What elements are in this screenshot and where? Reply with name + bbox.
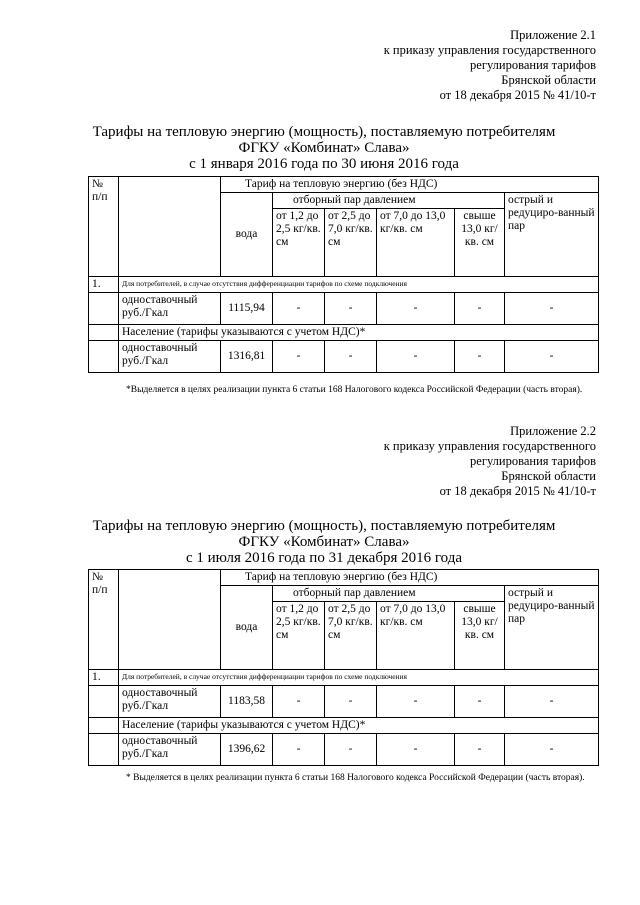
dash-cell: -	[273, 686, 325, 718]
header-row-1	[89, 570, 599, 586]
document-title	[90, 124, 558, 172]
appendix-header	[384, 28, 596, 103]
dash-cell: -	[377, 686, 455, 718]
appendix-authority: регулирования тарифов	[470, 454, 596, 468]
tariff-row-2	[89, 734, 599, 766]
unit-label: одноставочный руб./Гкал	[119, 293, 221, 325]
appendix-header	[384, 424, 596, 499]
row-number: 1.	[89, 277, 119, 293]
dash-cell: -	[505, 341, 599, 373]
title-line-1: Тарифы на тепловую энергию (мощность), поставляемую потребителям	[92, 124, 556, 140]
col-blank-header	[119, 177, 221, 277]
steam-range-2: от 2,5 до 7,0 кг/кв. см	[325, 209, 377, 277]
title-line-2: ФГКУ «Комбинат» Слава»	[238, 140, 410, 156]
sharp-steam-header: острый и редуциро-ванный пар	[505, 193, 599, 277]
consumers-row	[89, 670, 599, 686]
steam-header: отборный пар давлением	[273, 586, 505, 602]
document-title	[90, 518, 558, 566]
population-label: Население (тарифы указываются с учетом НДС)*	[119, 325, 599, 341]
dash-cell: -	[273, 341, 325, 373]
population-row	[89, 718, 599, 734]
footnote	[88, 384, 598, 397]
sharp-steam-header: острый и редуциро-ванный пар	[505, 586, 599, 670]
population-label: Население (тарифы указываются с учетом НДС)*	[119, 718, 599, 734]
steam-range-3: от 7,0 до 13,0 кг/кв. см	[377, 602, 455, 670]
dash-cell: -	[505, 293, 599, 325]
water-value: 1183,58	[221, 686, 273, 718]
steam-range-4: свыше 13,0 кг/ кв. см	[455, 209, 505, 277]
footnote	[88, 772, 598, 785]
steam-range-1: от 1,2 до 2,5 кг/кв. см	[273, 209, 325, 277]
appendix-authority: регулирования тарифов	[470, 58, 596, 72]
tariff-header: Тариф на тепловую энергию (без НДС)	[221, 570, 599, 586]
appendix-date: от 18 декабря 2015 № 41/10-т	[439, 88, 596, 102]
title-line-1: Тарифы на тепловую энергию (мощность), поставляемую потребителям	[92, 518, 556, 534]
water-header: вода	[221, 193, 273, 277]
appendix-order: к приказу управления государственного	[383, 43, 596, 57]
dash-cell: -	[505, 734, 599, 766]
footnote-text: *Выделяется в целях реализации пункта 6 статьи 168 Налогового кодекса Российской Федерации (часть вторая).	[126, 385, 583, 395]
col-number-header: № п/п	[89, 177, 119, 277]
dash-cell: -	[273, 734, 325, 766]
col-number-header: № п/п	[89, 570, 119, 670]
appendix-title: Приложение 2.1	[510, 28, 596, 42]
steam-range-4: свыше 13,0 кг/ кв. см	[455, 602, 505, 670]
tariff-table	[88, 569, 599, 766]
unit-label: одноставочный руб./Гкал	[119, 341, 221, 373]
dash-cell: -	[455, 686, 505, 718]
consumers-row	[89, 277, 599, 293]
dash-cell: -	[455, 734, 505, 766]
population-row	[89, 325, 599, 341]
dash-cell: -	[377, 341, 455, 373]
empty-cell	[89, 325, 119, 341]
tariff-table	[88, 176, 599, 373]
empty-cell	[89, 734, 119, 766]
appendix-date: от 18 декабря 2015 № 41/10-т	[439, 484, 596, 498]
tariff-row-1	[89, 686, 599, 718]
appendix-order: к приказу управления государственного	[383, 439, 596, 453]
col-blank-header	[119, 570, 221, 670]
water-value: 1316,81	[221, 341, 273, 373]
water-value: 1396,62	[221, 734, 273, 766]
footnote-text: * Выделяется в целях реализации пункта 6 статьи 168 Налогового кодекса Российской Федерации (часть вторая).	[126, 773, 585, 783]
consumers-note: Для потребителей, в случае отсутствия дифференциации тарифов по схеме подключения	[119, 277, 599, 293]
appendix-title: Приложение 2.2	[510, 424, 596, 438]
tariff-header: Тариф на тепловую энергию (без НДС)	[221, 177, 599, 193]
dash-cell: -	[455, 341, 505, 373]
unit-label: одноставочный руб./Гкал	[119, 734, 221, 766]
row-number: 1.	[89, 670, 119, 686]
empty-cell	[89, 718, 119, 734]
tariff-row-2	[89, 341, 599, 373]
title-line-2: ФГКУ «Комбинат» Слава»	[238, 534, 410, 550]
unit-label: одноставочный руб./Гкал	[119, 686, 221, 718]
appendix-region: Брянской области	[501, 469, 596, 483]
dash-cell: -	[377, 734, 455, 766]
dash-cell: -	[325, 686, 377, 718]
steam-range-1: от 1,2 до 2,5 кг/кв. см	[273, 602, 325, 670]
title-period: с 1 июля 2016 года по 31 декабря 2016 года	[186, 550, 462, 566]
empty-cell	[89, 341, 119, 373]
title-period: с 1 января 2016 года по 30 июня 2016 года	[189, 156, 459, 172]
water-header: вода	[221, 586, 273, 670]
dash-cell: -	[325, 341, 377, 373]
empty-cell	[89, 686, 119, 718]
dash-cell: -	[325, 734, 377, 766]
steam-range-2: от 2,5 до 7,0 кг/кв. см	[325, 602, 377, 670]
dash-cell: -	[273, 293, 325, 325]
water-value: 1115,94	[221, 293, 273, 325]
empty-cell	[89, 293, 119, 325]
dash-cell: -	[455, 293, 505, 325]
consumers-note: Для потребителей, в случае отсутствия дифференциации тарифов по схеме подключения	[119, 670, 599, 686]
header-row-1	[89, 177, 599, 193]
dash-cell: -	[505, 686, 599, 718]
appendix-region: Брянской области	[501, 73, 596, 87]
dash-cell: -	[325, 293, 377, 325]
steam-range-3: от 7,0 до 13,0 кг/кв. см	[377, 209, 455, 277]
tariff-row-1	[89, 293, 599, 325]
steam-header: отборный пар давлением	[273, 193, 505, 209]
dash-cell: -	[377, 293, 455, 325]
